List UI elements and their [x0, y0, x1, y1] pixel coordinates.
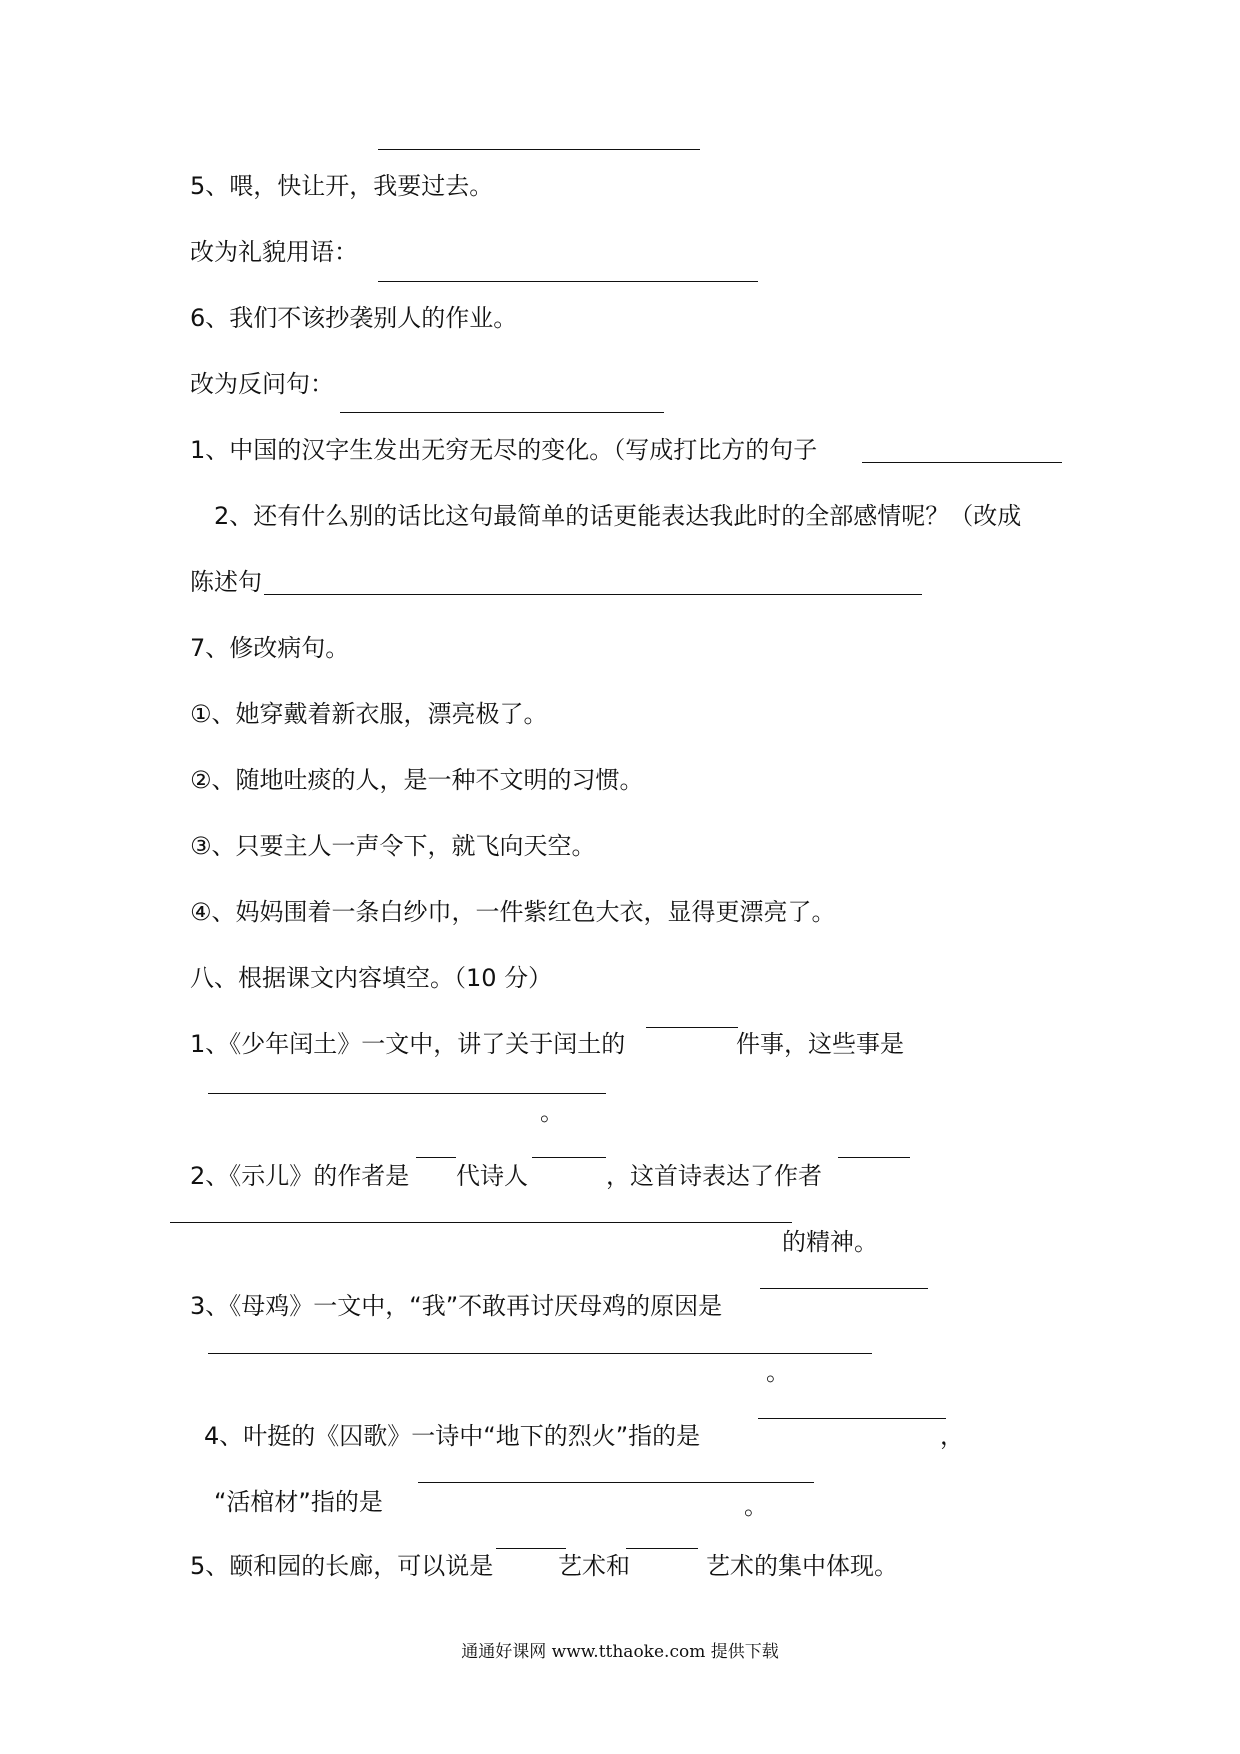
fill-5-text: 5、颐和园的长廊，可以说是: [190, 1552, 494, 1580]
fill-1-end: 。: [540, 1098, 564, 1126]
question-7: 7、修改病句。: [190, 634, 350, 662]
fill-1-text: 件事，这些事是: [736, 1030, 904, 1058]
answer-line: [758, 1418, 946, 1419]
question-5: 5、喂，快让开，我要过去。: [190, 172, 494, 200]
answer-line: [646, 1027, 738, 1028]
fill-4-text: “活棺材”指的是: [214, 1488, 383, 1516]
fill-2-end: 的精神。: [782, 1228, 878, 1256]
fill-4-end: 。: [744, 1492, 768, 1520]
correction-item: ①、她穿戴着新衣服，漂亮极了。: [190, 700, 548, 728]
answer-line: [416, 1157, 456, 1158]
answer-line: [378, 281, 758, 282]
answer-line: [208, 1093, 606, 1094]
correction-item: ③、只要主人一声令下，就飞向天空。: [190, 832, 596, 860]
fill-4-comma: ，: [940, 1422, 964, 1450]
answer-line: [760, 1288, 928, 1289]
answer-line: [378, 149, 700, 150]
sentence-2-tail: 陈述句: [190, 568, 262, 596]
fill-2-text: ，这首诗表达了作者: [606, 1162, 822, 1190]
section-8-heading: 八、根据课文内容填空。（10 分）: [190, 964, 553, 992]
page-footer: 通通好课网 www.tthaoke.com 提供下载: [461, 1642, 779, 1662]
answer-line: [418, 1482, 814, 1483]
answer-line: [496, 1548, 566, 1549]
sentence-1: 1、中国的汉字生发出无穷无尽的变化。（写成打比方的句子: [190, 436, 818, 464]
question-6-instruction: 改为反问句：: [190, 370, 334, 398]
fill-5-text: 艺术和: [558, 1552, 630, 1580]
answer-line: [626, 1548, 698, 1549]
fill-5-text: 艺术的集中体现。: [706, 1552, 898, 1580]
fill-2-text: 2、《示儿》的作者是: [190, 1162, 410, 1190]
fill-3-end: 。: [766, 1358, 790, 1386]
fill-3-text: 3、《母鸡》一文中，“我”不敢再讨厌母鸡的原因是: [190, 1292, 723, 1320]
fill-2-text: 代诗人: [456, 1162, 528, 1190]
correction-item: ②、随地吐痰的人，是一种不文明的习惯。: [190, 766, 644, 794]
correction-item: ④、妈妈围着一条白纱巾，一件紫红色大衣，显得更漂亮了。: [190, 898, 836, 926]
answer-line: [264, 594, 922, 595]
answer-line: [340, 412, 664, 413]
question-6: 6、我们不该抄袭别人的作业。: [190, 304, 518, 332]
question-5-instruction: 改为礼貌用语：: [190, 238, 358, 266]
answer-line: [208, 1353, 872, 1354]
sentence-2: 2、还有什么别的话比这句最简单的话更能表达我此时的全部感情呢？（改成: [214, 502, 1022, 530]
answer-line: [532, 1157, 606, 1158]
answer-line: [862, 462, 1062, 463]
fill-4-text: 4、叶挺的《囚歌》一诗中“地下的烈火”指的是: [204, 1422, 701, 1450]
fill-1-text: 1、《少年闰土》一文中，讲了关于闰土的: [190, 1030, 626, 1058]
answer-line: [170, 1222, 792, 1223]
answer-line: [838, 1157, 910, 1158]
